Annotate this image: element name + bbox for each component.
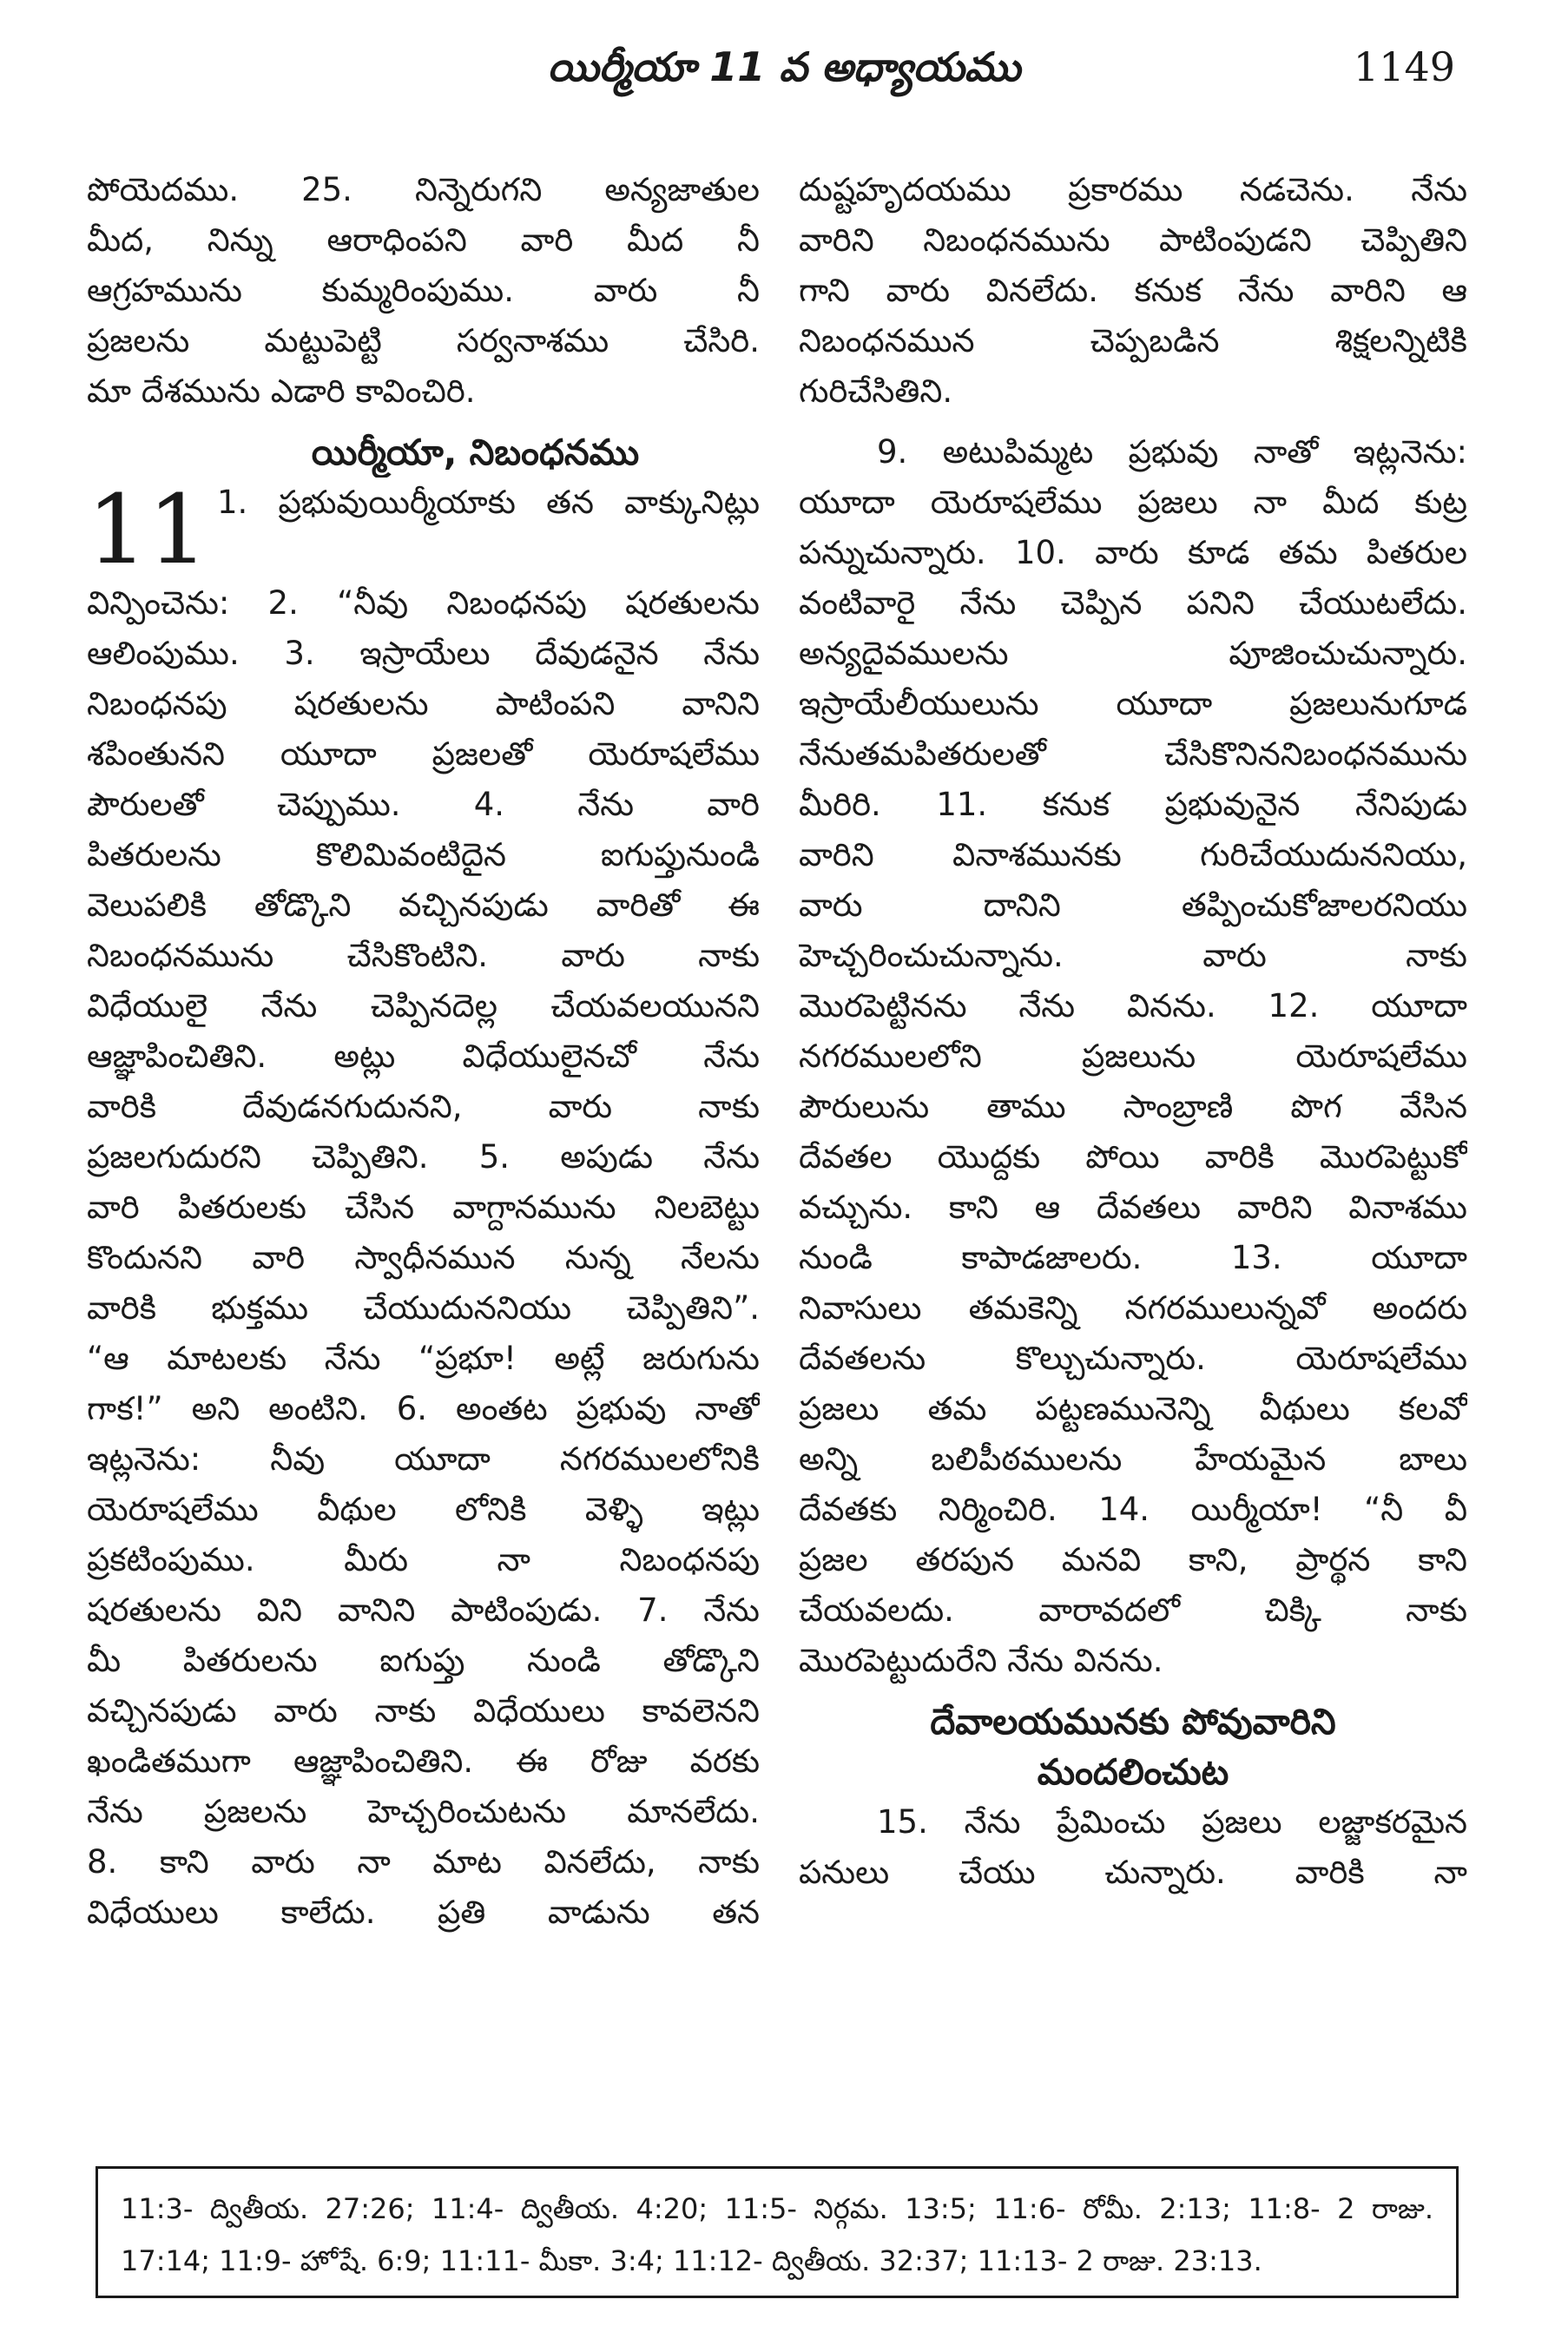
footnote-line: 11:3- ద్వితీయ. 27:26; 11:4- ద్వితీయ. 4:20; 11:5- నిర్గమ. 13:5; 11:6- రోమీ. 2:13; 11:8- 2 రాజు. — [121, 2192, 1433, 2225]
text-line: వారి పితరులకు చేసిన వాగ్దానమును నిలబెట్టు — [87, 1189, 760, 1226]
text-line: యూదా యెరూషలేము ప్రజలు నా మీద కుట్ర — [799, 484, 1467, 521]
text-line: ఖండితముగా ఆజ్ఞాపించితిని. ఈ రోజు వరకు — [87, 1743, 760, 1780]
text-line: నిబంధనపు షరతులను పాటింపని వానిని — [87, 685, 760, 722]
text-line: వారికి భుక్తము చేయుదుననియు చెప్పితిని”. — [87, 1289, 760, 1327]
right-text-block-a — [799, 165, 1467, 417]
text-line: కొందునని వారి స్వాధీనమున నున్న నేలను — [87, 1239, 760, 1276]
footnote-line: 17:14; 11:9- హోషే. 6:9; 11:11- మీకా. 3:4; 11:12- ద్వితీయ. 32:37; 11:13- 2 రాజు. 23:13. — [121, 2244, 1262, 2277]
text-line: అన్ని బలిపీఠములను హేయమైన బాలు — [799, 1440, 1467, 1478]
right-column — [799, 165, 1467, 1898]
text-line: వారిని నిబంధనమును పాటింపుడని చెప్పితిని — [799, 221, 1467, 259]
text-line: నేనుతమపితరులతో చేసికొనిననిబంధనమును — [799, 735, 1467, 773]
text-line: పోయెదము. 25. నిన్నెరుగని అన్యజాతుల — [87, 171, 760, 208]
text-line: పనులు చేయు చున్నారు. వారికి నా — [799, 1854, 1467, 1891]
text-line: మొరపెట్టుదురేని నేను వినను. — [799, 1642, 1163, 1679]
text-line: ఆలింపుము. 3. ఇస్రాయేలు దేవుడనైన నేను — [87, 635, 760, 672]
text-line: నివాసులు తమకెన్ని నగరములున్నవో అందరు — [799, 1289, 1467, 1327]
text-line: ఆజ్ఞాపించితిని. అట్లు విధేయులైనచో నేను — [87, 1038, 760, 1075]
text-line: మా దేశమును ఎడారి కావించిరి. — [87, 372, 476, 410]
left-column — [87, 165, 760, 1938]
text-line: 1. ప్రభువుయిర్మీయాకు తన వాక్కునిట్లు — [217, 484, 760, 521]
text-line: వచ్చును. కాని ఆ దేవతలు వారిని వినాశము — [799, 1189, 1467, 1226]
text-line: 9. అటుపిమ్మట ప్రభువు నాతో ఇట్లనెను: — [877, 433, 1467, 471]
text-line: ప్రజలు తమ పట్టణమునెన్ని వీథులు కలవో — [799, 1390, 1467, 1427]
text-line: షరతులను విని వానిని పాటింపుడు. 7. నేను — [87, 1591, 760, 1629]
section-heading-line-1: దేవాలయమునకు పోవువారిని — [930, 1701, 1336, 1743]
text-line: యెరూషలేము వీథుల లోనికి వెళ్ళి ఇట్లు — [87, 1491, 760, 1528]
text-line: ఇట్లనెను: నీవు యూదా నగరములలోనికి — [87, 1440, 760, 1478]
text-line: నేను ప్రజలను హెచ్చరించుటను మానలేదు. — [87, 1793, 760, 1830]
text-line: ప్రజల తరపున మనవి కాని, ప్రార్థన కాని — [799, 1541, 1467, 1578]
text-line: చేయవలదు. వారావదలో చిక్కి నాకు — [799, 1591, 1467, 1629]
text-line: విధేయులు కాలేదు. ప్రతి వాడును తన — [87, 1894, 760, 1931]
text-line: మీరిరి. 11. కనుక ప్రభువునైన నేనిపుడు — [799, 786, 1467, 823]
text-line: పితరులను కొలిమివంటిదైన ఐగుప్తునుండి — [87, 836, 760, 873]
right-text-block-b — [799, 427, 1467, 1686]
section-heading-line-2: మందలించుట — [1037, 1751, 1229, 1793]
page-title: యిర్మీయా 11 వ అధ్యాయము — [547, 43, 1021, 90]
text-line: గాని వారు వినలేదు. కనుక నేను వారిని ఆ — [799, 272, 1467, 309]
text-line: దేవతకు నిర్మించిరి. 14. యిర్మీయా! “నీ వీ — [799, 1491, 1467, 1528]
text-line: గాక!” అని అంటిని. 6. అంతట ప్రభువు నాతో — [87, 1390, 760, 1427]
text-line: నుండి కాపాడజాలరు. 13. యూదా — [799, 1239, 1467, 1276]
text-line: మీద, నిన్ను ఆరాధింపని వారి మీద నీ — [87, 221, 760, 259]
text-line: పౌరులును తాము సాంబ్రాణి పొగ వేసిన — [799, 1088, 1467, 1125]
chapter-opening — [87, 474, 760, 585]
text-line: ప్రకటింపుము. మీరు నా నిబంధనపు — [87, 1541, 760, 1578]
text-line: దేవతలను కొల్చుచున్నారు. యెరూషలేము — [799, 1340, 1467, 1377]
left-body-text — [87, 578, 760, 1938]
text-line: అన్యదైవములను పూజించుచున్నారు. — [799, 635, 1467, 672]
text-line: వారిని వినాశమునకు గురిచేయుదుననియు, — [799, 836, 1467, 873]
text-line: వారికి దేవుడనగుదునని, వారు నాకు — [87, 1088, 760, 1125]
page-number: 1149 — [1353, 43, 1455, 90]
right-text-block-c — [799, 1797, 1467, 1898]
text-line: గురిచేసితిని. — [799, 372, 953, 410]
text-line: 8. కాని వారు నా మాట వినలేదు, నాకు — [87, 1843, 760, 1881]
text-line: ప్రజలగుదురని చెప్పితిని. 5. అపుడు నేను — [87, 1138, 760, 1176]
text-line: వంటివారై నేను చెప్పిన పనిని చేయుటలేదు. — [799, 584, 1467, 622]
text-line: నగరములలోని ప్రజలును యెరూషలేము — [799, 1038, 1467, 1075]
text-line: పౌరులతో చెప్పుము. 4. నేను వారి — [87, 786, 760, 823]
text-line: విధేయులై నేను చెప్పినదెల్ల చేయవలయునని — [87, 987, 760, 1024]
text-line: శపింతునని యూదా ప్రజలతో యెరూషలేము — [87, 735, 760, 773]
text-line: హెచ్చరించుచున్నాను. వారు నాకు — [799, 937, 1467, 974]
text-line: ఆగ్రహమును కుమ్మరింపుము. వారు నీ — [87, 272, 760, 309]
text-line: ఇస్రాయేలీయులును యూదా ప్రజలునుగూడ — [799, 685, 1467, 722]
text-line: వారు దానిని తప్పించుకోజాలరనియు — [799, 886, 1467, 924]
text-line: దేవతల యొద్దకు పోయి వారికి మొరపెట్టుకో — [799, 1138, 1467, 1176]
chapter-number: 11 — [87, 474, 208, 585]
text-line: దుష్టహృదయము ప్రకారము నడచెను. నేను — [799, 171, 1467, 208]
text-line: మొరపెట్టినను నేను వినను. 12. యూదా — [799, 987, 1467, 1024]
text-line: నిబంధనమున చెప్పబడిన శిక్షలన్నిటికి — [799, 322, 1467, 359]
text-line: 15. నేను ప్రేమించు ప్రజలు లజ్జాకరమైన — [877, 1803, 1467, 1841]
text-line: ప్రజలను మట్టుపెట్టి సర్వనాశము చేసిరి. — [87, 322, 760, 359]
text-line: విన్పించెను: 2. “నీవు నిబంధనపు షరతులను — [87, 584, 760, 622]
text-line: వెలుపలికి తోడ్కొని వచ్చినపుడు వారితో ఈ — [87, 886, 760, 924]
text-line: పన్నుచున్నారు. 10. వారు కూడ తమ పితరుల — [799, 534, 1467, 571]
text-line: మీ పితరులను ఐగుప్తు నుండి తోడ్కొని — [87, 1642, 760, 1679]
section-heading: యిర్మీయా, నిబంధనము — [311, 432, 640, 473]
text-line: వచ్చినపుడు వారు నాకు విధేయులు కావలెనని — [87, 1692, 760, 1729]
text-line: “ఆ మాటలకు నేను “ప్రభూ! అట్లే జరుగును — [87, 1340, 760, 1377]
text-line: నిబంధనమును చేసికొంటిని. వారు నాకు — [87, 937, 760, 974]
footnote-box — [96, 2166, 1459, 2298]
